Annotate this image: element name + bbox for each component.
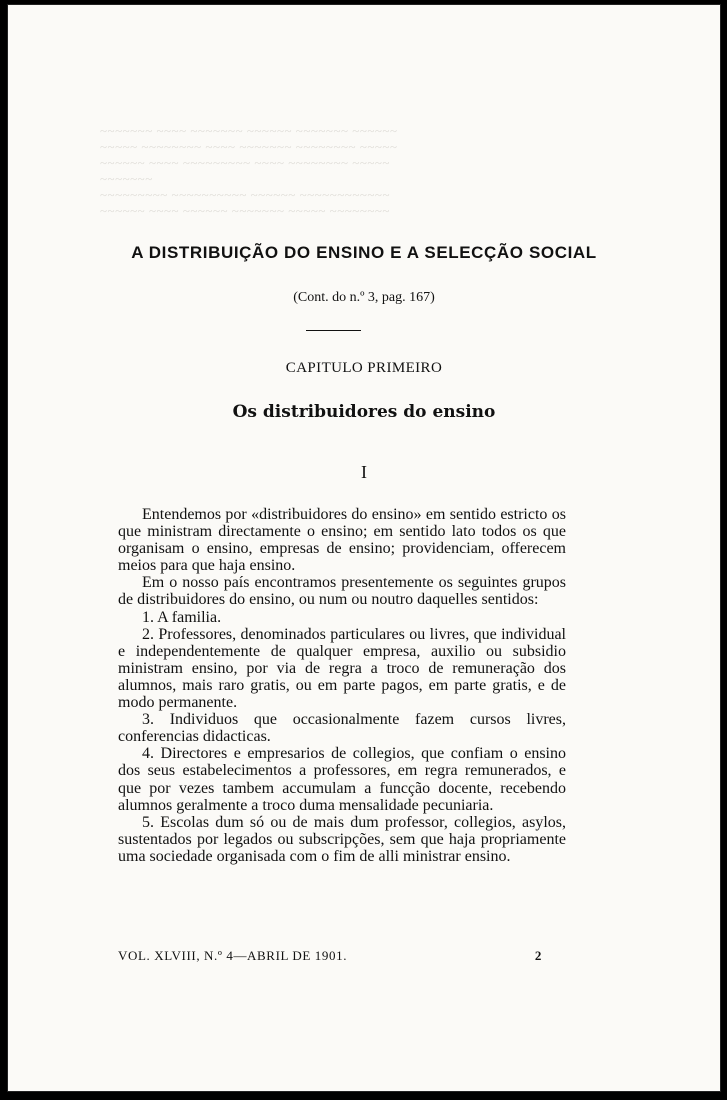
page-footer: [118, 948, 566, 964]
title-divider: [306, 330, 361, 331]
document-page: [7, 4, 721, 1092]
section-subtitle: Os distribuidores do ensino: [232, 402, 496, 422]
list-item: 5. Escolas dum só ou de mais dum professor, collegios, asylos, sustentados por legados ou subscripções, sem que haja propriamente uma sociedade organisada com o fim de alli ministrar ensino.: [118, 813, 566, 865]
signature-mark: 2: [534, 948, 542, 963]
list-item: 2. Professores, denominados particulares ou livres, que individual e independentemente de qualquer empresa, auxilio ou subsidio ministram ensino, por via de regra a troco de remuneração dos alumnos, mais raro gratis, ou em parte pagos, em parte gratis, e de modo permanente.: [118, 625, 566, 712]
chapter-heading: CAPITULO PRIMEIRO: [285, 360, 443, 376]
paragraph: Entendemos por «distribuidores do ensino» em sentido estricto os que ministram directamente o ensino; em sentido lato todos os que organisam o ensino, empresas de ensino; providenciam, offerecem meios para que haja ensino.: [118, 506, 566, 575]
list-item: 4. Directores e empresarios de collegios, que confiam o ensino dos seus estabelecimentos a professores, em regra remunerados, e que por vezes tambem accumulam a funcção docente, recebendo alumnos geralmente a troco duma mensalidade pecuniaria.: [118, 745, 566, 814]
bleed-through-text: ~~~~~~~ ~~~~ ~~~~~~~ ~~~~~~ ~~~~~~~ ~~~~~~ ~~~~~ ~~~~~~~~ ~~~~ ~~~~~~~ ~~~~~~~~ ~~~~~ ~~~~~~ ~~~~ ~~~~~~~~~ ~~~~ ~~~~~~~~ ~~~~~ ~~~~~~~ ~~~~~~~~~ ~~~~~~~~~~ ~~~~~~ ~~~~~~~~~~~~ ~~~~~~ ~~~~ ~~~~~~ ~~~~~~~ ~~~~~ ~~~~~~~~: [100, 123, 398, 218]
list-item: 3. Individuos que occasionalmente fazem cursos livres, conferencias didacticas.: [118, 711, 566, 746]
paragraph: Em o nosso país encontramos presentemente os seguintes grupos de distribuidores do ensino, ou num ou noutro daquelles sentidos:: [118, 574, 566, 609]
list-item: 1. A familia.: [142, 608, 222, 626]
article-title: A DISTRIBUIÇÃO DO ENSINO E A SELECÇÃO SOCIAL: [131, 243, 597, 262]
continuation-note: (Cont. do n.º 3, pag. 167): [293, 290, 435, 305]
section-number: I: [361, 462, 367, 482]
article-body: [118, 506, 566, 865]
volume-line: VOL. XLVIII, N.º 4—ABRIL DE 1901.: [118, 948, 348, 963]
